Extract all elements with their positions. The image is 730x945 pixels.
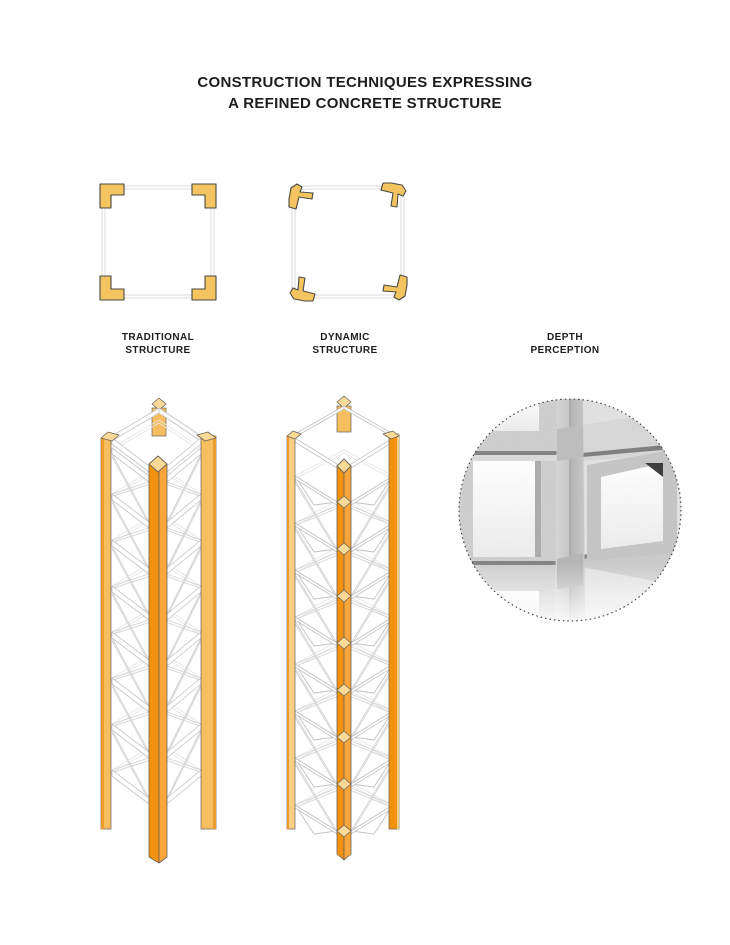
label-traditional-structure	[88, 331, 228, 357]
label-depth-perception	[495, 331, 635, 357]
traditional-structure-plan-diagram	[96, 182, 220, 302]
title-line-2: A REFINED CONCRETE STRUCTURE	[228, 95, 502, 112]
label-line: STRUCTURE	[312, 345, 378, 357]
label-line: DEPTH	[547, 332, 583, 343]
depth-perception-photo	[455, 395, 685, 625]
dynamic-structure-plan-diagram	[286, 182, 410, 302]
label-line: DYNAMIC	[320, 332, 370, 343]
label-line: STRUCTURE	[125, 345, 191, 357]
label-dynamic-structure	[275, 331, 415, 357]
title-line-1: CONSTRUCTION TECHNIQUES EXPRESSING	[197, 74, 533, 91]
label-line: TRADITIONAL	[121, 332, 195, 343]
concrete-corner-image	[455, 395, 685, 625]
traditional-structure-axon-diagram	[89, 392, 229, 870]
dynamic-structure-axon-diagram	[285, 392, 425, 870]
label-line: PERCEPTION	[530, 345, 600, 357]
page-title	[0, 72, 730, 114]
